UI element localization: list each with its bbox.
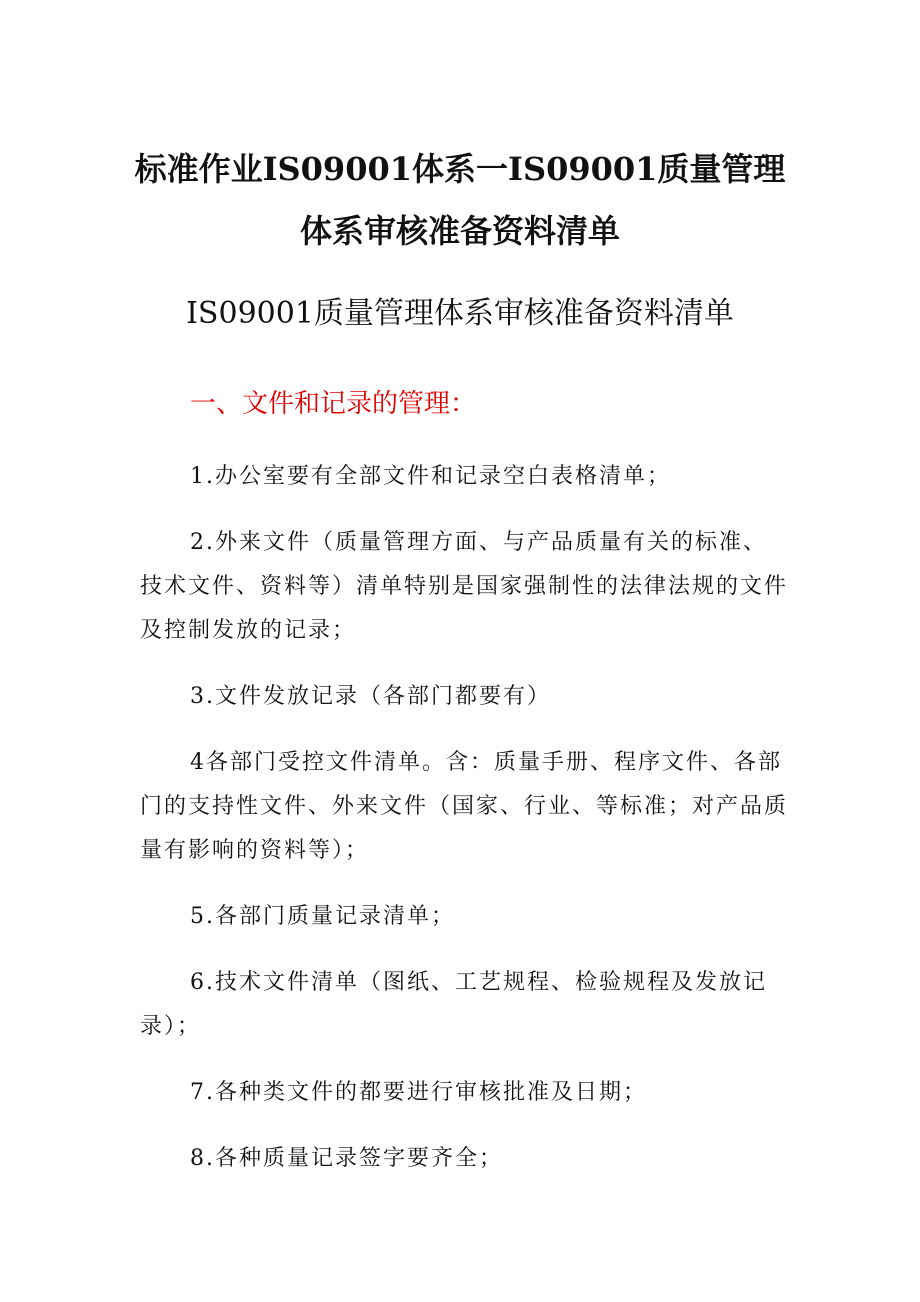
- checklist-item: 5.各部门质量记录清单；: [190, 904, 455, 929]
- checklist-item: 7.各种类文件的都要进行审核批准及日期；: [190, 1080, 647, 1105]
- checklist-item: 6.技术文件清单（图纸、工艺规程、检验规程及发放记录）；: [140, 970, 767, 1039]
- checklist-item: 4各部门受控文件清单。含：质量手册、程序文件、各部门的支持性文件、外来文件（国家、行业、等标准；对产品质量有影响的资料等）；: [140, 750, 789, 863]
- checklist-item: 1.办公室要有全部文件和记录空白表格清单；: [190, 464, 671, 489]
- checklist: [140, 455, 790, 1203]
- document-subtitle: IS09001质量管理体系审核准备资料清单: [186, 296, 734, 331]
- checklist-item: 8.各种质量记录签字要齐全；: [190, 1146, 503, 1171]
- document-title: 标准作业IS09001体系一IS09001质量管理体系审核准备资料清单: [134, 150, 786, 250]
- checklist-item: 3.文件发放记录（各部门都要有）: [190, 684, 551, 709]
- checklist-item: 2.外来文件（质量管理方面、与产品质量有关的标准、技术文件、资料等）清单特别是国家强制性的法律法规的文件及控制发放的记录；: [140, 530, 789, 643]
- section-heading-file-and-record-management: 一、文件和记录的管理：: [190, 389, 477, 419]
